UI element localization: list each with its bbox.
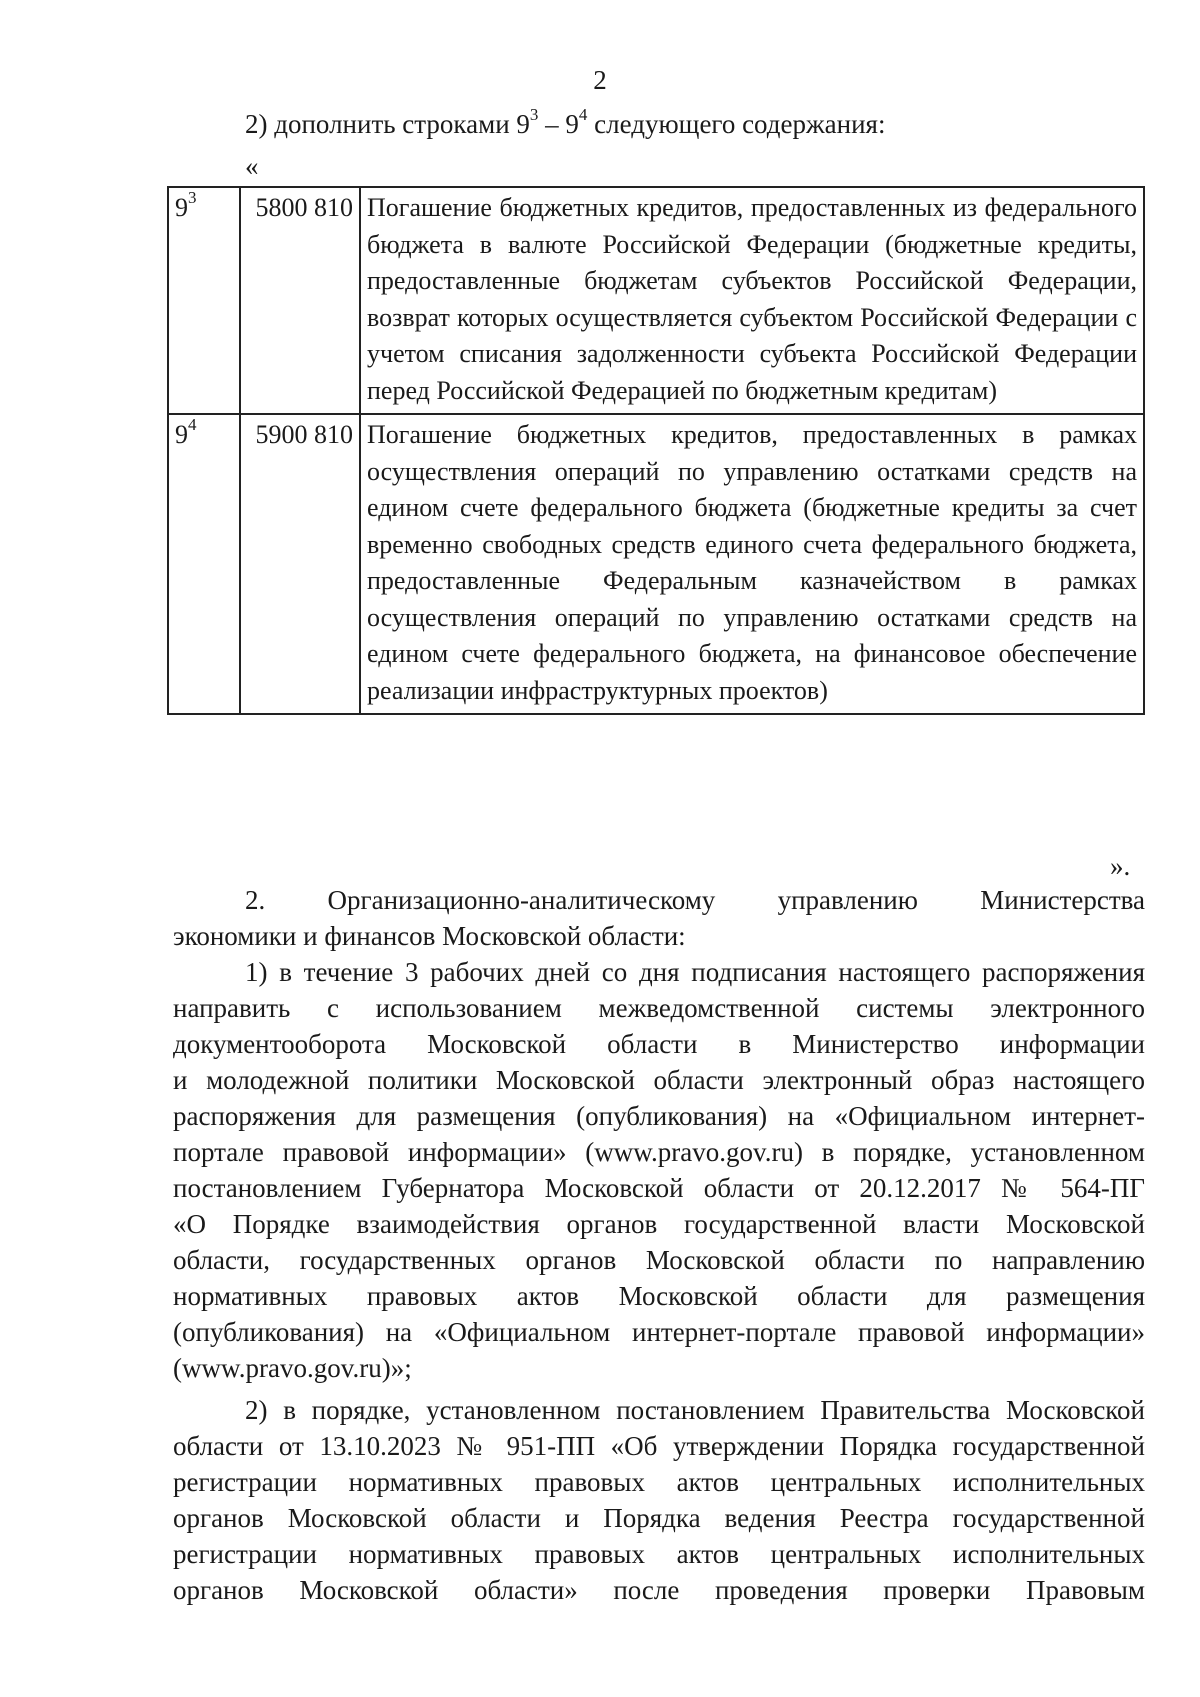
body-line: области, государственных органов Московской области по направлению — [173, 1245, 1145, 1275]
intro-sup-2: 4 — [578, 105, 588, 124]
body-line: регистрации нормативных правовых актов центральных исполнительных — [173, 1539, 1145, 1569]
body-line: 1) в течение 3 рабочих дней со дня подписания настоящего распоряжения — [245, 957, 1145, 987]
row-number-sup: 4 — [188, 415, 197, 435]
body-line: направить с использованием межведомственной системы электронного — [173, 993, 1145, 1023]
row-text-cell — [360, 414, 1144, 714]
body-line: регистрации нормативных правовых актов центральных исполнительных — [173, 1467, 1145, 1497]
body-line: портале правовой информации» (www.pravo.gov.ru) в порядке, установленном — [173, 1137, 1145, 1167]
body-line: области от 13.10.2023 № 951-ПП «Об утверждении Порядка государственной — [173, 1431, 1145, 1461]
row-number-cell — [168, 187, 240, 414]
intro-prefix: 2) дополнить строками 9 — [245, 109, 530, 139]
body-line: экономики и финансов Московской области: — [173, 921, 686, 951]
body-line: нормативных правовых актов Московской области для размещения — [173, 1281, 1145, 1311]
body-line: и молодежной политики Московской области электронный образ настоящего — [173, 1065, 1145, 1095]
table-row — [168, 414, 1144, 714]
intro-sup-1: 3 — [529, 105, 539, 124]
body-line: (опубликования) на «Официальном интернет-портале правовой информации» — [173, 1317, 1145, 1347]
amendment-table — [167, 186, 1145, 715]
row-number: 9 — [175, 420, 188, 449]
row-number-sup: 3 — [188, 188, 197, 208]
row-number: 9 — [175, 193, 188, 222]
row-code-cell: 5800 810 — [240, 187, 360, 414]
intro-suffix: следующего содержания: — [587, 109, 886, 139]
row-text: Погашение бюджетных кредитов, предоставленных в рамках осуществления операций по управлению остатками средств на едином счете федерального бюджета (бюджетные кредиты за счет временно свободных средств единого счета федерального бюджета, предоставленные Федеральным казначейством в рамках осуществления операций по управлению остатками средств на едином счете федерального бюджета, на финансовое обеспечение реализации инфраструктурных проектов) — [367, 420, 1137, 705]
table-row — [168, 187, 1144, 414]
open-quote: « — [245, 151, 259, 181]
intro-dash: – 9 — [538, 109, 579, 139]
body-line: органов Московской области» после проведения проверки Правовым — [173, 1575, 1145, 1605]
body-line: (www.pravo.gov.ru)»; — [173, 1353, 412, 1383]
row-text: Погашение бюджетных кредитов, предоставленных из федерального бюджета в валюте Российской Федерации (бюджетные кредиты, предоставленные бюджетам субъектов Российской Федерации, возврат которых осуществляется субъектом Российской Федерации с учетом списания задолженности субъекта Российской Федерации перед Российской Федерацией по бюджетным кредитам) — [367, 193, 1137, 405]
row-code-cell: 5900 810 — [240, 414, 360, 714]
body-line: 2) в порядке, установленном постановлением Правительства Московской — [245, 1395, 1145, 1425]
body-line: 2. Организационно-аналитическому управлению Министерства — [245, 885, 1145, 915]
intro-line — [245, 106, 885, 142]
body-line: постановлением Губернатора Московской области от 20.12.2017 № 564-ПГ — [173, 1173, 1145, 1203]
row-number-cell — [168, 414, 240, 714]
row-text-cell — [360, 187, 1144, 414]
body-line: распоряжения для размещения (опубликования) на «Официальном интернет- — [173, 1101, 1145, 1131]
body-line: «О Порядке взаимодействия органов государственной власти Московской — [173, 1209, 1145, 1239]
page-number: 2 — [593, 65, 607, 95]
body-line: документооборота Московской области в Министерство информации — [173, 1029, 1145, 1059]
body-line: органов Московской области и Порядка ведения Реестра государственной — [173, 1503, 1145, 1533]
close-quote: ». — [1110, 851, 1131, 881]
